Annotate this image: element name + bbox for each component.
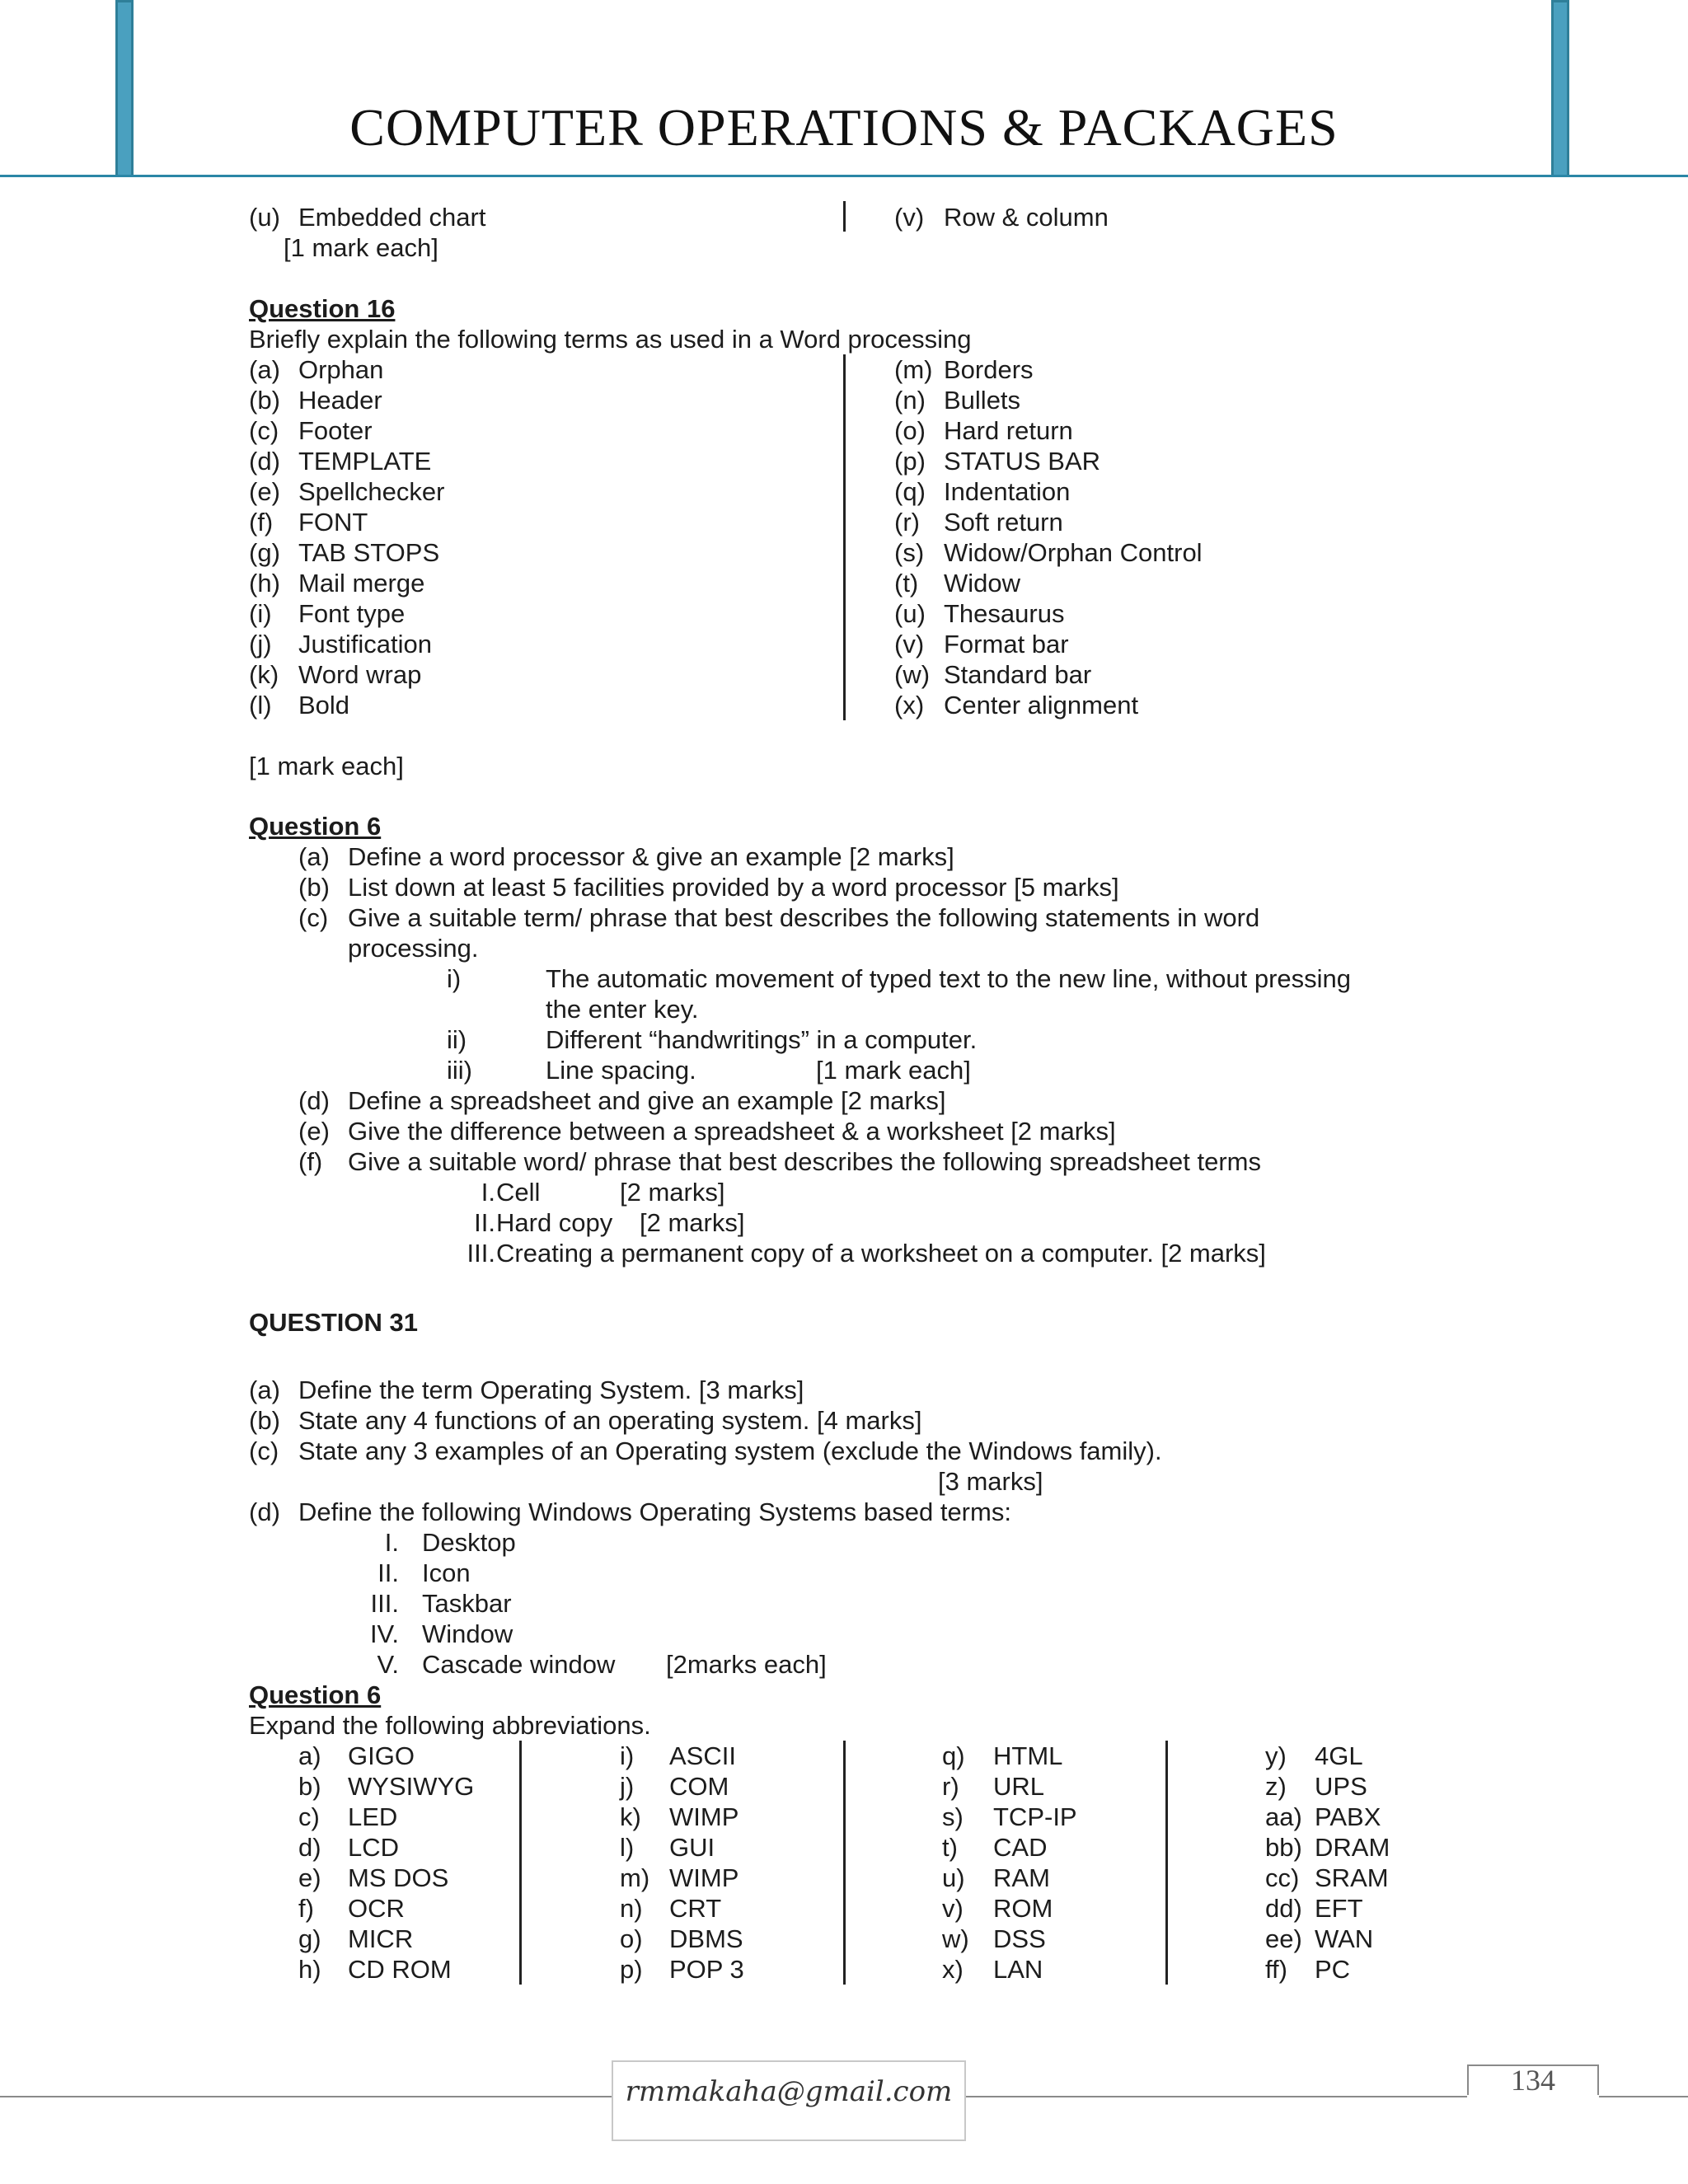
list-item-label: (v) [894,630,925,658]
list-item-label: (w) [894,660,931,689]
list-item-text: Widow/Orphan Control [944,538,1203,567]
subitem-label: III. [467,1239,495,1268]
item-label: (u) [249,203,280,232]
list-item-text: Header [298,386,382,415]
list-item-label: (a) [249,355,280,384]
item-label: (a) [249,1376,280,1404]
footer-rule-middle [966,2096,1467,2097]
page-header-title: COMPUTER OPERATIONS & PACKAGES [349,98,1339,157]
subitem-text: Cell [496,1178,541,1207]
list-item-label: (b) [249,386,280,415]
abbr-term: COM [669,1772,729,1801]
list-item-label: (d) [249,447,280,476]
list-item-label: (u) [894,599,926,628]
abbr-label: o) [620,1924,643,1953]
list-item-text: TEMPLATE [298,447,432,476]
abbr-label: d) [298,1833,321,1862]
abbr-term: PC [1315,1955,1351,1984]
column-divider [843,354,846,720]
list-item-label: (n) [894,386,926,415]
item-text: State any 4 functions of an operating system. [4 marks] [298,1406,922,1435]
abbr-label: f) [298,1894,314,1923]
abbr-term: WAN [1315,1924,1374,1953]
subitem-text: Creating a permanent copy of a worksheet on a computer. [2 marks] [496,1239,1266,1268]
list-item-text: Spellchecker [298,477,445,506]
item-text: Row & column [944,203,1109,232]
list-item-text: Standard bar [944,660,1092,689]
abbr-label: v) [942,1894,964,1923]
list-item-label: (l) [249,691,272,719]
abbr-label: dd) [1265,1894,1302,1923]
abbr-term: RAM [993,1863,1050,1892]
abbr-label: aa) [1265,1802,1302,1831]
list-item-text: Soft return [944,508,1063,537]
item-label: (f) [298,1147,323,1176]
item-label: (e) [298,1117,330,1146]
item-text: Define the following Windows Operating Systems based terms: [298,1497,1011,1526]
list-item-text: Hard return [944,416,1073,445]
abbr-term: MS DOS [348,1863,449,1892]
marks-note: [3 marks] [938,1467,1043,1496]
list-item-label: (s) [894,538,925,567]
abbr-label: y) [1265,1741,1287,1770]
subitem-label: II. [474,1208,495,1237]
list-item-text: Indentation [944,477,1071,506]
abbr-term: CD ROM [348,1955,452,1984]
list-item-text: Center alignment [944,691,1139,719]
abbr-term: DSS [993,1924,1046,1953]
subitem-label: i) [447,964,462,993]
item-label: (b) [298,873,330,902]
abbr-term: GUI [669,1833,715,1862]
list-item-label: (t) [894,569,919,598]
abbr-term: WYSIWYG [348,1772,475,1801]
abbr-label: j) [620,1772,635,1801]
header-rule [0,175,1688,177]
item-label: (d) [249,1497,280,1526]
abbr-term: MICR [348,1924,414,1953]
marks-note: [2marks each] [666,1650,827,1679]
abbr-term: 4GL [1315,1741,1363,1770]
list-item-text: Orphan [298,355,384,384]
list-item-label: (h) [249,569,280,598]
column-divider [843,1741,846,1985]
abbr-term: EFT [1315,1894,1363,1923]
list-item-label: (x) [894,691,925,719]
abbr-label: x) [942,1955,964,1984]
question-6-title: Question 6 [249,812,382,841]
subitem-text: The automatic movement of typed text to the new line, without pressing [546,964,1352,993]
page-number: 134 [1467,2064,1599,2095]
abbr-label: ee) [1265,1924,1302,1953]
footer-rule-left [0,2096,612,2097]
item-label: (a) [298,842,330,871]
item-label: (v) [894,203,925,232]
column-divider [1165,1741,1168,1985]
marks-note: [1 mark each] [816,1056,971,1085]
list-item-text: Mail merge [298,569,425,598]
abbr-term: CRT [669,1894,722,1923]
abbr-label: c) [298,1802,320,1831]
item-label: (d) [298,1086,330,1115]
subitem-label: I. [481,1178,495,1207]
list-item-label: IV. [369,1619,399,1648]
footer-email: rmmakaha@gmail.com [625,2075,953,2108]
abbr-term: POP 3 [669,1955,744,1984]
abbr-label: b) [298,1772,321,1801]
abbr-term: LAN [993,1955,1043,1984]
item-label: (b) [249,1406,280,1435]
abbr-label: q) [942,1741,965,1770]
abbr-term: ASCII [669,1741,736,1770]
item-text-continued: processing. [348,934,479,963]
column-divider [843,201,846,232]
list-item-text: Bullets [944,386,1021,415]
list-item-text: Icon [422,1558,471,1587]
list-item-label: (p) [894,447,926,476]
abbr-label: s) [942,1802,964,1831]
abbr-label: l) [620,1833,635,1862]
question-16-title: Question 16 [249,294,396,323]
abbr-term: SRAM [1315,1863,1389,1892]
list-item-label: (i) [249,599,272,628]
list-item-text: FONT [298,508,368,537]
list-item-text: Cascade window [422,1650,616,1679]
abbr-label: g) [298,1924,321,1953]
abbr-label: a) [298,1741,321,1770]
abbr-label: h) [298,1955,321,1984]
abbr-label: cc) [1265,1863,1300,1892]
abbr-term: DBMS [669,1924,743,1953]
list-item-label: V. [377,1650,399,1679]
list-item-text: Format bar [944,630,1069,658]
list-item-label: (f) [249,508,274,537]
list-item-text: Widow [944,569,1021,598]
item-text: Give a suitable term/ phrase that best describes the following statements in word [348,903,1260,932]
list-item-text: Thesaurus [944,599,1065,628]
subitem-text-continued: the enter key. [546,995,699,1024]
list-item-text: Desktop [422,1528,516,1557]
item-text: List down at least 5 facilities provided by a word processor [5 marks] [348,873,1119,902]
abbr-term: CAD [993,1833,1048,1862]
list-item-text: Bold [298,691,350,719]
abbr-label: n) [620,1894,643,1923]
subitem-label: iii) [447,1056,472,1085]
abbr-term: LCD [348,1833,400,1862]
abbr-label: r) [942,1772,959,1801]
item-text: Define a spreadsheet and give an example [2 marks] [348,1086,946,1115]
item-text: Define the term Operating System. [3 marks] [298,1376,804,1404]
abbr-label: i) [620,1741,635,1770]
list-item-text: STATUS BAR [944,447,1101,476]
abbr-label: w) [942,1924,969,1953]
abbr-term: HTML [993,1741,1063,1770]
list-item-text: Font type [298,599,406,628]
abbr-term: ROM [993,1894,1053,1923]
item-label: (c) [249,1436,279,1465]
item-text: State any 3 examples of an Operating system (exclude the Windows family). [298,1436,1162,1465]
abbr-term: DRAM [1315,1833,1390,1862]
list-item-label: (q) [894,477,926,506]
list-item-label: (r) [894,508,920,537]
list-item-label: (o) [894,416,926,445]
list-item-label: II. [377,1558,399,1587]
abbr-term: GIGO [348,1741,415,1770]
subitem-label: ii) [447,1025,467,1054]
marks-note: [2 marks] [620,1178,725,1207]
abbr-label: ff) [1265,1955,1287,1984]
list-item-label: (g) [249,538,280,567]
subitem-text: Different “handwritings” in a computer. [546,1025,978,1054]
item-text: Define a word processor & give an example [2 marks] [348,842,954,871]
list-item-label: III. [370,1589,399,1618]
abbr-label: u) [942,1863,965,1892]
list-item-label: (c) [249,416,279,445]
abbr-term: OCR [348,1894,405,1923]
question-6b-intro: Expand the following abbreviations. [249,1711,651,1740]
list-item-text: Justification [298,630,432,658]
list-item-text: Word wrap [298,660,422,689]
subitem-text: Line spacing. [546,1056,696,1085]
item-text: Give the difference between a spreadsheet & a worksheet [2 marks] [348,1117,1116,1146]
question-6b-title: Question 6 [249,1680,382,1709]
question-31-title: QUESTION 31 [249,1308,418,1337]
question-16-intro: Briefly explain the following terms as used in a Word processing [249,325,972,354]
abbr-term: PABX [1315,1802,1381,1831]
marks-note: [1 mark each] [284,233,438,262]
list-item-text: Borders [944,355,1034,384]
abbr-label: e) [298,1863,321,1892]
item-label: (c) [298,903,329,932]
footer-rule-right [1599,2096,1688,2097]
item-text: Embedded chart [298,203,486,232]
list-item-text: Taskbar [422,1589,512,1618]
abbr-label: p) [620,1955,643,1984]
list-item-text: Footer [298,416,373,445]
abbr-label: k) [620,1802,641,1831]
marks-note: [2 marks] [640,1208,745,1237]
abbr-label: z) [1265,1772,1287,1801]
list-item-label: I. [384,1528,399,1557]
list-item-label: (e) [249,477,280,506]
abbr-term: WIMP [669,1802,739,1831]
abbr-label: bb) [1265,1833,1302,1862]
abbr-label: t) [942,1833,958,1862]
list-item-text: TAB STOPS [298,538,440,567]
subitem-text: Hard copy [496,1208,613,1237]
abbr-label: m) [620,1863,650,1892]
abbr-term: URL [993,1772,1045,1801]
abbr-term: UPS [1315,1772,1367,1801]
abbr-term: WIMP [669,1863,739,1892]
marks-note: [1 mark each] [249,752,404,780]
list-item-label: (k) [249,660,279,689]
list-item-label: (m) [894,355,933,384]
abbr-term: LED [348,1802,398,1831]
abbr-term: TCP-IP [993,1802,1077,1831]
item-text: Give a suitable word/ phrase that best describes the following spreadsheet terms [348,1147,1261,1176]
list-item-text: Window [422,1619,513,1648]
column-divider [519,1741,522,1985]
list-item-label: (j) [249,630,272,658]
